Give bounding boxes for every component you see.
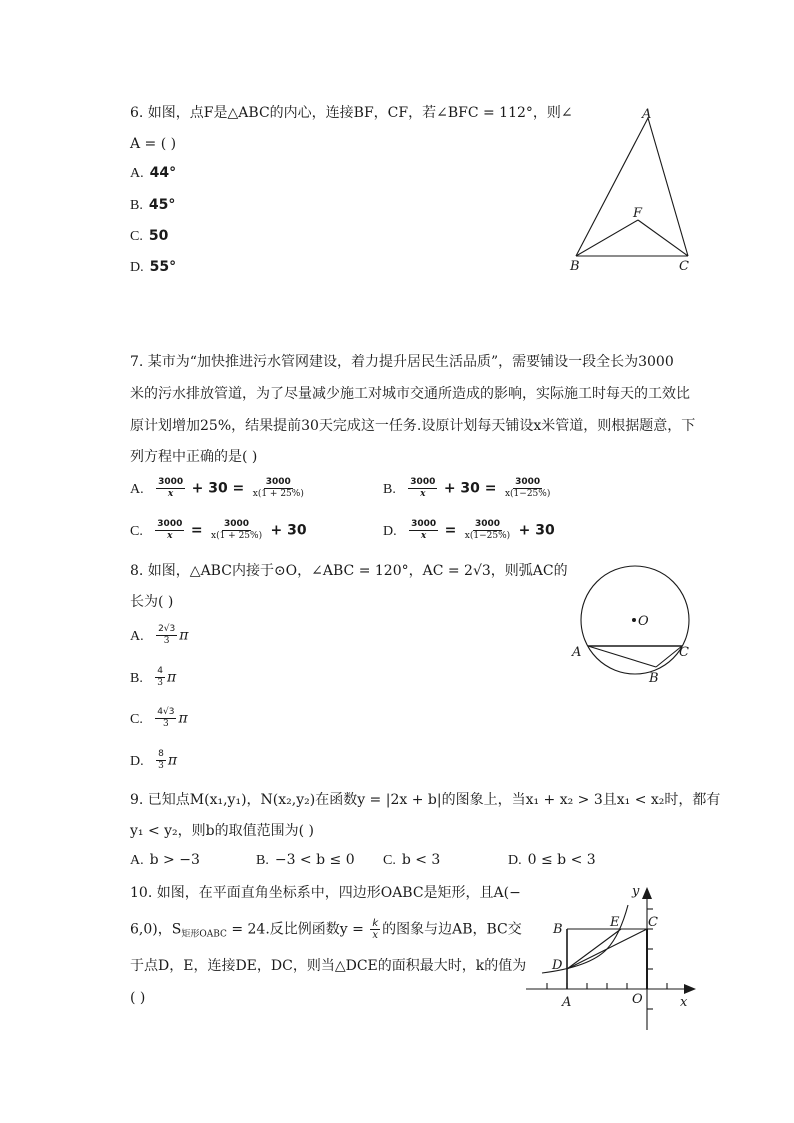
label-f: F bbox=[633, 206, 643, 221]
label-a: A bbox=[642, 107, 652, 122]
q9-stem-line1: 9. 已知点M(x₁,y₁)，N(x₂,y₂)在函数y = |2x + b|的图象上，当x₁ + x₂ > 3且x₁ < x₂时，都有 bbox=[130, 792, 721, 808]
label-a: A bbox=[572, 645, 582, 660]
fraction: $\frac{3000}{x(1-25\%)}$ bbox=[464, 519, 511, 541]
q8-circle-figure bbox=[565, 560, 705, 690]
label-c: C bbox=[648, 915, 658, 930]
q6-option-c[interactable]: C. 50 bbox=[130, 228, 169, 244]
label-d: D bbox=[552, 958, 563, 973]
q6-option-a[interactable]: A. 44° bbox=[130, 165, 177, 181]
q7-option-d[interactable]: D. $\frac{3000}{x}$ = $\frac{3000}{x(1-25\%)}$ + 30 bbox=[383, 519, 555, 541]
q10-coordinate-figure bbox=[520, 875, 700, 1035]
q6-stem-line1: 6. 如图，点F是△ABC的内心，连接BF，CF，若∠BFC = 112°，则∠ bbox=[130, 105, 573, 121]
q10-stem-line2: 6,0)，$S_{矩形OABC} = 24$.反比例函数y = $\frac{k}{x}$ 的图象与边AB，BC交 bbox=[130, 918, 522, 941]
q9-option-b[interactable]: B. −3 < b ≤ 0 bbox=[256, 852, 355, 868]
q9-option-d[interactable]: D. 0 ≤ b < 3 bbox=[508, 852, 596, 868]
label-y: y bbox=[632, 884, 640, 899]
q6-stem-line2: A = ( ) bbox=[130, 136, 177, 152]
q8-option-b[interactable]: B. $\frac{4}{3}$ π bbox=[130, 666, 177, 688]
fraction: $\frac{3000}{x}$ bbox=[158, 477, 184, 499]
q7-option-c[interactable]: C. $\frac{3000}{x}$ = $\frac{3000}{x(1 + 25\%)}$ + 30 bbox=[130, 519, 307, 541]
label-o: O bbox=[638, 614, 649, 629]
q7-option-a[interactable]: A. $\frac{3000}{x}$ + 30 = $\frac{3000}{x(1 + 25\%)}$ bbox=[130, 477, 304, 499]
fraction: $\frac{8}{3}$ bbox=[158, 749, 164, 771]
q7-stem-line4: 列方程中正确的是( ) bbox=[130, 449, 258, 465]
fraction: $\frac{3000}{x}$ bbox=[411, 519, 437, 541]
label-b: B bbox=[649, 671, 659, 686]
q7-stem-line3: 原计划增加25%，结果提前30天完成这一任务.设原计划每天铺设x米管道，则根据题意，下 bbox=[130, 418, 696, 434]
fraction: $\frac{3000}{x}$ bbox=[157, 519, 183, 541]
q6-option-b[interactable]: B. 45° bbox=[130, 197, 176, 213]
q8-stem-line2: 长为( ) bbox=[130, 594, 174, 610]
fraction: $\frac{3000}{x(1 + 25\%)}$ bbox=[252, 477, 304, 499]
q8-option-d[interactable]: D. $\frac{8}{3}$ π bbox=[130, 749, 178, 771]
q7-option-b[interactable]: B. $\frac{3000}{x}$ + 30 = $\frac{3000}{x(1-25\%)}$ bbox=[383, 477, 551, 499]
q8-option-a[interactable]: A. $\frac{2√3}{3}$ π bbox=[130, 624, 189, 646]
q10-stem-line4: ( ) bbox=[130, 990, 146, 1006]
q9-option-c[interactable]: C. b < 3 bbox=[383, 852, 441, 868]
fraction: $\frac{4}{3}$ bbox=[157, 666, 164, 688]
q6-option-d[interactable]: D. 55° bbox=[130, 259, 177, 275]
q9-option-a[interactable]: A. b > −3 bbox=[130, 852, 200, 868]
q9-stem-line2: y₁ < y₂，则b的取值范围为( ) bbox=[130, 823, 315, 839]
q10-stem-line1: 10. 如图，在平面直角坐标系中，四边形OABC是矩形，且A(− bbox=[130, 885, 521, 901]
q8-stem-line1: 8. 如图，△ABC内接于⊙O，∠ABC = 120°，AC = 2√3，则弧AC的 bbox=[130, 563, 568, 579]
q7-stem-line1: 7. 某市为“加快推进污水管网建设，着力提升居民生活品质”，需要铺设一段全长为3000 bbox=[130, 354, 674, 370]
label-c: C bbox=[679, 645, 689, 660]
fraction: $\frac{3000}{x}$ bbox=[410, 477, 436, 499]
label-a: A bbox=[562, 995, 572, 1010]
label-c: C bbox=[679, 259, 689, 274]
label-x: x bbox=[680, 995, 688, 1010]
q8-option-c[interactable]: C. $\frac{4√3}{3}$ π bbox=[130, 707, 188, 729]
fraction: $\frac{4√3}{3}$ bbox=[157, 707, 175, 729]
label-b: B bbox=[553, 922, 563, 937]
label-b: B bbox=[570, 259, 580, 274]
q10-stem-line3: 于点D，E，连接DE，DC，则当△DCE的面积最大时，k的值为 bbox=[130, 958, 527, 974]
q7-stem-line2: 米的污水排放管道，为了尽量减少施工对城市交通所造成的影响，实际施工时每天的工效比 bbox=[130, 386, 690, 402]
q6-triangle-figure bbox=[560, 100, 710, 280]
fraction: $\frac{3000}{x(1 + 25\%)}$ bbox=[211, 519, 263, 541]
fraction: $\frac{3000}{x(1-25\%)}$ bbox=[504, 477, 551, 499]
fraction: $\frac{2√3}{3}$ bbox=[158, 624, 176, 646]
label-e: E bbox=[610, 915, 620, 930]
label-o: O bbox=[632, 992, 643, 1007]
